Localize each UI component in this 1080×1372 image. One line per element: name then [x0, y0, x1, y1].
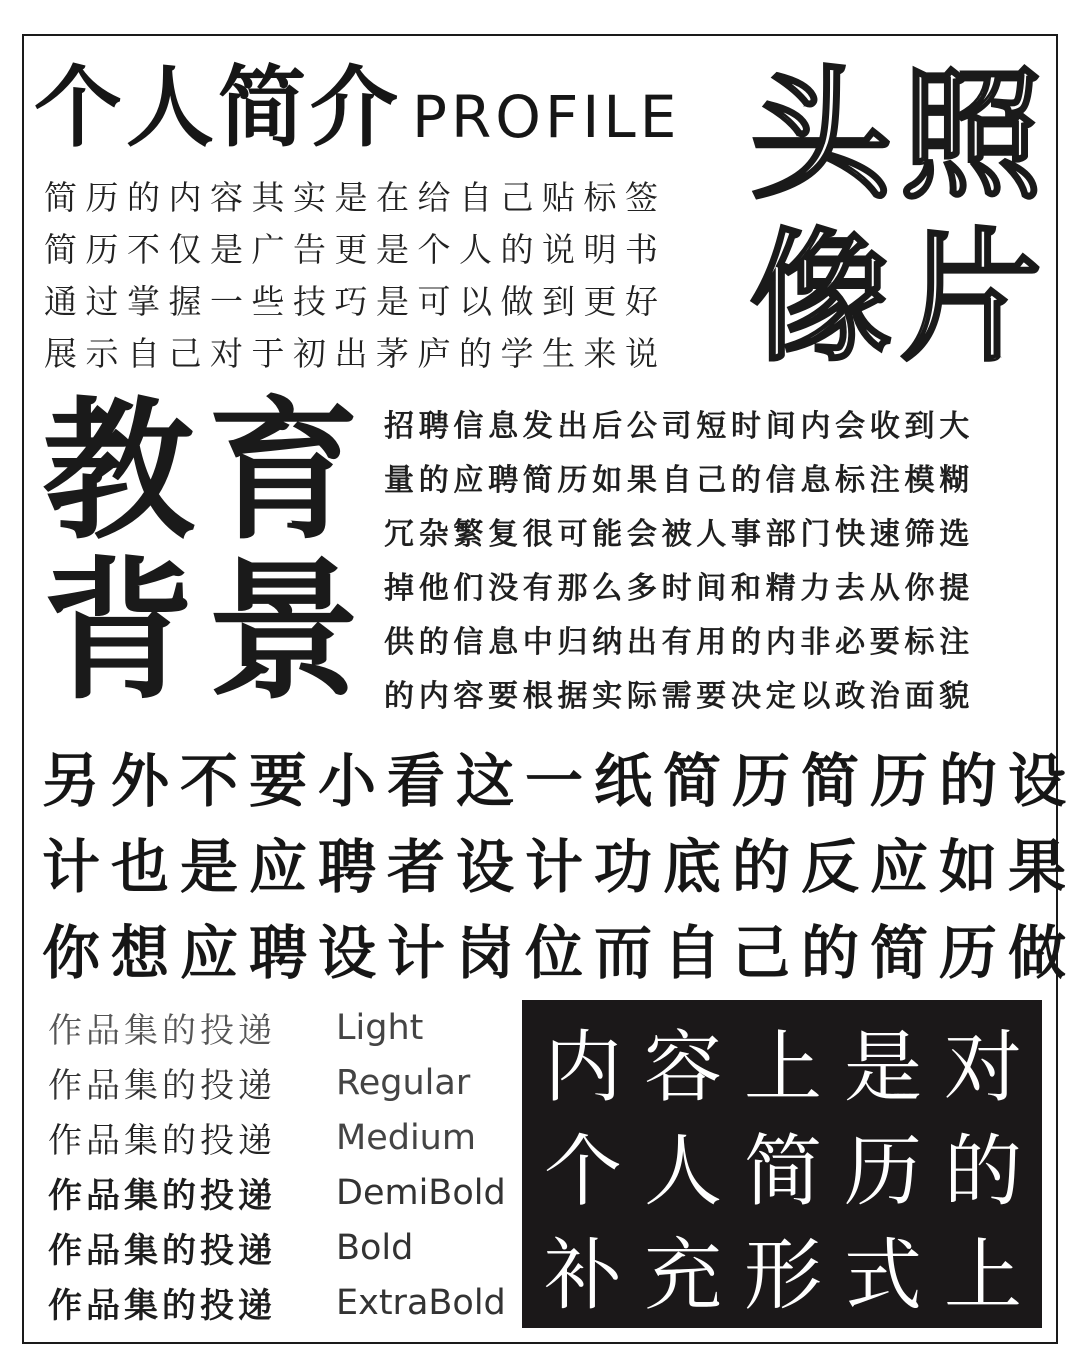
education-char: 教: [42, 383, 195, 560]
weight-sample: 作品集的投递: [48, 1286, 276, 1326]
bold-line: 你想应聘设计岗位而自己的简历做: [42, 919, 1078, 987]
weight-row: [48, 1220, 518, 1275]
education-char: 景: [207, 543, 360, 720]
recruit-line: 供的信息中归纳出有用的内非必要标注: [384, 625, 974, 660]
highlight-line: 补充形式上: [544, 1231, 1045, 1321]
weight-name: DemiBold: [336, 1172, 506, 1213]
bold-line: 另外不要小看这一纸简历简历的设: [42, 747, 1078, 815]
weight-name: Medium: [336, 1117, 476, 1158]
highlight-box: [522, 1000, 1045, 1328]
intro-line: 通过掌握一些技巧是可以做到更好: [44, 282, 667, 321]
font-weight-specimen: [48, 1000, 518, 1330]
recruit-line: 掉他们没有那么多时间和精力去从你提: [384, 571, 974, 606]
recruit-text: [384, 400, 1044, 724]
weight-row: [48, 1275, 518, 1330]
weight-name: ExtraBold: [336, 1282, 506, 1323]
weight-name: Regular: [336, 1062, 471, 1103]
intro-line: 简历的内容其实是在给自己贴标签: [44, 178, 667, 217]
bold-line: 计也是应聘者设计功底的反应如果: [42, 833, 1078, 901]
weight-name: Bold: [336, 1227, 414, 1268]
header: [34, 58, 680, 158]
recruit-line: 冗杂繁复很可能会被人事部门快速筛选: [384, 517, 974, 552]
page-title-en: PROFILE: [412, 83, 681, 151]
intro-line: 展示自己对于初出茅庐的学生来说: [44, 334, 667, 373]
page-title: 个人简介: [34, 56, 403, 159]
weight-sample: 作品集的投递: [48, 1121, 276, 1161]
recruit-line: 的内容要根据实际需要决定以政治面貌: [384, 679, 974, 714]
weight-row: [48, 1165, 518, 1220]
highlight-line: 内容上是对: [544, 1023, 1045, 1113]
education-char: 背: [42, 543, 195, 720]
weight-row: [48, 1000, 518, 1055]
photo-label-char: 片: [900, 216, 1042, 381]
recruit-line: 招聘信息发出后公司短时间内会收到大: [384, 409, 974, 444]
weight-sample: 作品集的投递: [48, 1231, 276, 1271]
photo-label-char: 照: [900, 54, 1042, 219]
education-char: 育: [207, 383, 360, 560]
highlight-line: 个人简历的: [544, 1127, 1045, 1217]
weight-row: [48, 1055, 518, 1110]
weight-row: [48, 1110, 518, 1165]
intro-line: 简历不仅是广告更是个人的说明书: [44, 230, 667, 269]
weight-name: Light: [336, 1007, 424, 1048]
education-heading: [36, 383, 366, 722]
photo-label-char: 头: [750, 54, 892, 219]
weight-sample: 作品集的投递: [48, 1066, 276, 1106]
recruit-line: 量的应聘简历如果自己的信息标注模糊: [384, 463, 974, 498]
intro-text: [44, 172, 734, 380]
bold-statement: [42, 738, 1078, 996]
weight-sample: 作品集的投递: [48, 1176, 276, 1216]
photo-placeholder-label: [746, 56, 1046, 386]
photo-label-char: 像: [750, 216, 892, 381]
weight-sample: 作品集的投递: [48, 1011, 276, 1051]
